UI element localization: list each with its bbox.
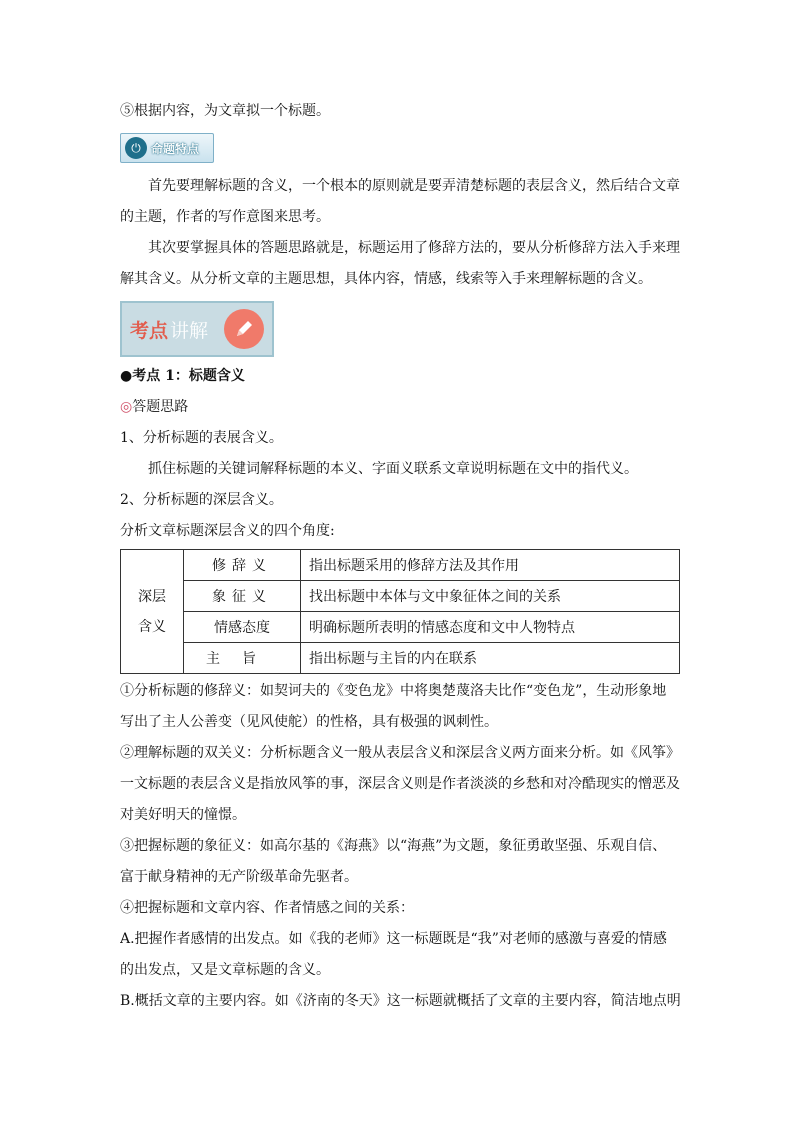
group-label-cell	[121, 550, 184, 674]
para2-line2: 解其含义。从分析文章的主题思想，具体内容，情感，线索等入手来理解标题的含义。	[120, 271, 652, 287]
banner-row	[120, 301, 682, 361]
badge-row	[120, 127, 682, 171]
document-content	[120, 96, 682, 1017]
step2: 2、分析标题的深层含义。	[120, 492, 283, 508]
power-icon: ⏻	[125, 137, 147, 159]
para1-line1: 首先要理解标题的含义，一个根本的原则就是要弄清楚标题的表层含义，然后结合文章	[148, 178, 680, 194]
angle-desc: 指出标题采用的修辞方法及其作用	[301, 550, 680, 581]
angle-desc: 指出标题与主旨的内在联系	[301, 643, 680, 674]
group-label-line2: 含义	[138, 618, 166, 635]
table-row	[121, 581, 680, 612]
angle-name: 修辞义	[184, 550, 301, 581]
example2-line2: 一文标题的表层含义是指放风筝的事，深层含义则是作者淡淡的乡愁和对冷酷现实的憎恶及	[120, 776, 680, 792]
double-circle-icon: ◎	[120, 399, 133, 415]
angles-intro: 分析文章标题深层含义的四个角度:	[120, 523, 335, 539]
intro-item: ⑤根据内容，为文章拟一个标题。	[120, 103, 330, 119]
exampleA-line1: A.把握作者感情的出发点。如《我的老师》这一标题既是“我”对老师的感激与喜爱的情感	[120, 931, 667, 947]
angle-desc: 找出标题中本体与文中象征体之间的关系	[301, 581, 680, 612]
deep-meaning-table	[120, 549, 680, 674]
angle-name: 主旨	[184, 643, 301, 674]
group-label-line1: 深层	[138, 588, 166, 605]
para2-line1: 其次要掌握具体的答题思路就是，标题运用了修辞方法的，要从分析修辞方法入手来理	[148, 240, 680, 256]
table-row	[121, 612, 680, 643]
step1: 1、分析标题的表展含义。	[120, 430, 283, 446]
table-row	[121, 643, 680, 674]
exampleA-line2: 的出发点，又是文章标题的含义。	[120, 962, 330, 978]
example2-line1: ②理解标题的双关义：分析标题含义一般从表层含义和深层含义两方面来分析。如《风筝》	[120, 745, 680, 761]
pencil-icon	[224, 309, 264, 349]
point1-heading: ●考点 1：标题含义	[120, 368, 245, 384]
banner-label-b: 讲解	[170, 319, 209, 342]
example3-line2: 富于献身精神的无产阶级革命先驱者。	[120, 869, 358, 885]
banner-label-a: 考点	[130, 319, 169, 342]
para1-line2: 的主题，作者的写作意图来思考。	[120, 209, 330, 225]
example4: ④把握标题和文章内容、作者情感之间的关系：	[120, 900, 414, 916]
example1-line2: 写出了主人公善变（见风使舵）的性格，具有极强的讽刺性。	[120, 714, 498, 730]
badge-label: 命题特点	[151, 141, 200, 156]
example2-line3: 对美好明天的憧憬。	[120, 807, 246, 823]
step1-detail: 抓住标题的关键词解释标题的本义、字面义联系文章说明标题在文中的指代义。	[148, 461, 638, 477]
example3-line1: ③把握标题的象征义：如高尔基的《海燕》以“海燕”为文题，象征勇敢坚强、乐观自信、	[120, 838, 667, 854]
example1-line1: ①分析标题的修辞义：如契诃夫的《变色龙》中将奥楚蔑洛夫比作“变色龙”，生动形象地	[120, 683, 667, 699]
answer-idea-heading	[120, 392, 682, 423]
answer-idea-label: 答题思路	[132, 399, 189, 415]
exam-point-banner	[120, 301, 274, 357]
angle-name: 情感态度	[184, 612, 301, 643]
angle-name: 象征义	[184, 581, 301, 612]
topic-feature-badge	[120, 133, 214, 163]
table-row	[121, 550, 680, 581]
exampleB-line1: B.概括文章的主要内容。如《济南的冬天》这一标题就概括了文章的主要内容，简洁地点明	[120, 993, 681, 1009]
angle-desc: 明确标题所表明的情感态度和文中人物特点	[301, 612, 680, 643]
